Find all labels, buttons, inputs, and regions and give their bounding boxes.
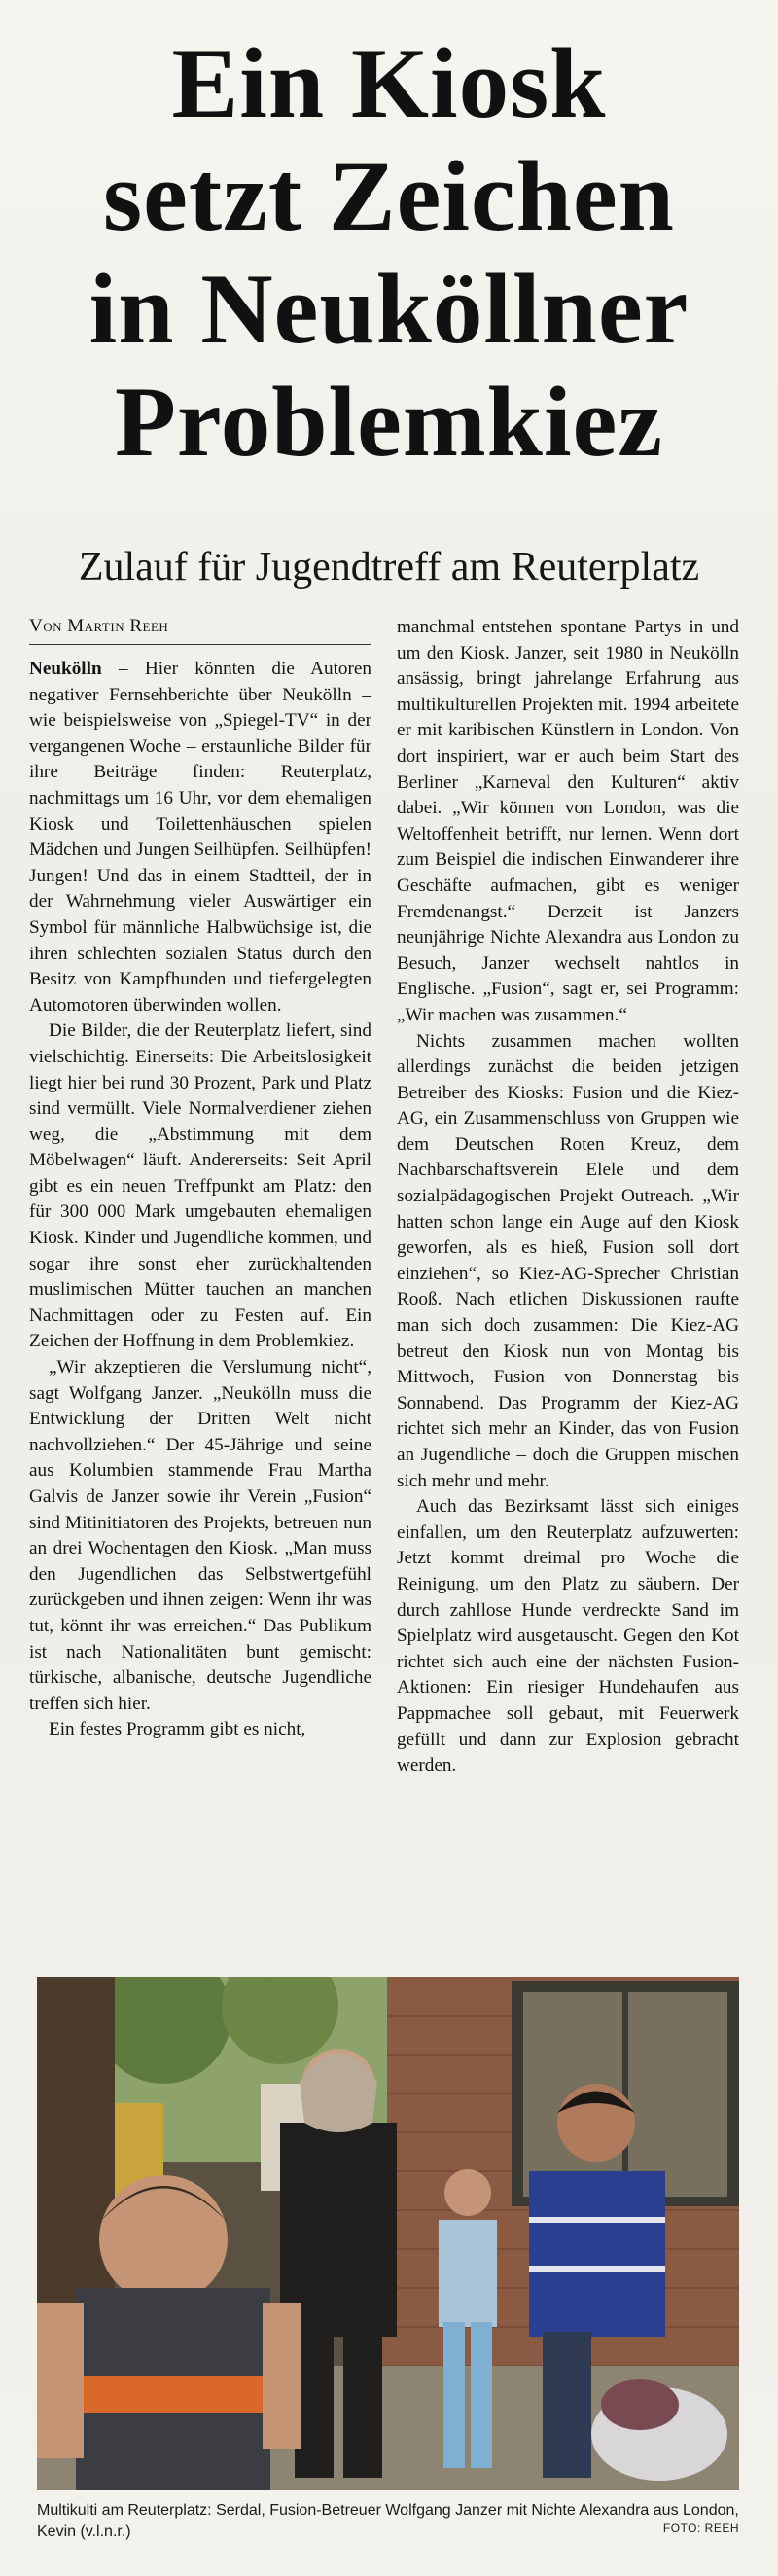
article-photo [37,1977,739,2490]
subheadline: Zulauf für Jugendtreff am Reuterplatz [78,545,700,590]
headline-line: Ein Kiosk [171,28,607,139]
paragraph: „Wir akzeptieren die Verslumung nicht“, sagt Wolfgang Janzer. „Neukölln muss die Entwicklung der Dritten Welt nicht nachvollziehen.“ Der 45-Jährige und seine aus Kolumbien stammende Frau Martha Galvis de Janzer sowie ihr Verein „Fusion“ sind Mitinitiatoren des Projekts, betreuen nun an drei Wochentagen den Kiosk. „Man muss den Jugendlichen das Selbstwertgefühl zurückgeben und ihnen zeigen: Wenn ihr was tut, könnt ihr was erreichen.“ Das Publikum ist nach Nationalitäten bunt gemischt: türkische, albanische, deutsche Jugendliche treffen sich hier. [29,1357,371,1714]
headline-line: in Neuköllner [88,254,690,365]
photo-illustration [37,1977,739,2490]
left-column [29,615,371,1743]
paragraph: Nichts zusammen machen wollten allerdings zunächst die beiden jetzigen Betreiber des Kiosks: Fusion und die Kiez-AG, ein Zusammenschluss von Gruppen wie dem Deutschen Roten Kreuz, dem Nachbarschaftsverein Elele und dem sozialpädagogischen Projekt Outreach. „Wir hatten schon lange ein Auge auf den Kiosk geworfen, als es hieß, Fusion soll dort einziehen“, so Kiez-AG-Sprecher Christian Rooß. Nach etlichen Diskussionen raufte man sich doch zusammen: Die Kiez-AG betreut den Kiosk nun von Montag bis Mittwoch, Fusion von Donnerstag bis Sonnabend. Das Programm der Kiez-AG richtet sich mehr an Kinder, das von Fusion an Jugendliche – doch die Gruppen mischen sich mehr und mehr. [397,1030,739,1491]
headline-line: setzt Zeichen [103,141,675,252]
headline-line: Problemkiez [114,367,664,478]
photo-credit: FOTO: REEH [662,2522,739,2535]
paragraph: manchmal entstehen spontane Partys in und um den Kiosk. Janzer, seit 1980 in Neukölln ansässig, bringt jahrelange Erfahrung aus multikulturellen Projekten mit. 1994 arbeitete er mit karibischen Künstlern in London. Von dort inspiriert, war er auch beim Start des Berliner „Karneval den Kulturen“ aktiv dabei. „Wir können von London, was die Weltoffenheit betrifft, nur lernen. Wenn dort zum Beispiel die indischen Einwanderer ihre Geschäfte aufmachen, gibt es weniger Fremdenangst.“ Derzeit ist Janzers neunjährige Nichte Alexandra aus London zu Besuch, Janzer wechselt nahtlos in Englische. „Fusion“, sagt er, sei Programm: „Wir machen was zusammen.“ [397,617,739,1025]
paragraph: Die Bilder, die der Reuterplatz liefert, sind vielschichtig. Einerseits: Die Arbeitslosigkeit liegt hier bei rund 30 Prozent, Park und Platz sind vermüllt. Viele Normalverdiener ziehen weg, die „Abstimmung mit dem Möbelwagen“ läuft. Andererseits: Seit April gibt es ein neuen Treffpunkt am Platz: den für 300 000 Mark umgebauten ehemaligen Kiosk. Kinder und Jugendliche kommen, und sogar ihre sonst eher zurückhaltenden muslimischen Mütter tauchen an manchen Nachmittagen oder zu Festen auf. Ein Zeichen der Hoffnung in dem Problemkiez. [29,1020,371,1352]
headline [19,27,759,479]
photo-caption: Multikulti am Reuterplatz: Serdal, Fusion-Betreuer Wolfgang Janzer mit Nichte Alexandra aus London, Kevin (v.l.n.r.) [37,2502,739,2540]
right-column [397,615,739,1779]
paragraph-text: – Hier könnten die Autoren negativer Fernsehberichte über Neukölln – wie beispielsweise von „Spiegel-TV“ in der vergangenen Woche – erstaunliche Bilder für ihre Beiträge finden: Reuterplatz, nachmittags um 16 Uhr, vor dem ehemaligen Kiosk und Toilettenhäuschen spielen Mädchen und Jungen Seilhüpfen. Seilhüpfen! Jungen! Und das in einem Stadtteil, der in der Wahrnehmung vieler Auswärtiger ein Symbol für männliche Halbwüchsige ist, die ihren schlechten sozialen Status durch den Besitz von Kampfhunden und tiefergelegten Automotoren überwinden wollen. [29,659,371,1016]
byline: Von Martin Reeh [29,615,371,645]
article-body [29,615,749,1957]
paragraph: Ein festes Programm gibt es nicht, [49,1719,306,1740]
dateline: Neukölln [29,659,102,679]
paragraph: Auch das Bezirksamt lässt sich einiges einfallen, um den Reuterplatz aufzuwerten: Jetzt kommt dreimal pro Woche die Reinigung, um den Platz zu säubern. Der durch zahllose Hunde verdreckte Sand im Spielplatz wird ausgetauscht. Gegen den Kot richtet sich auch eine der nächsten Fusion-Aktionen: Ein riesiger Hundehaufen aus Pappmachee soll gebaut, mit Feuerwerk gefüllt und dann zur Explosion gebracht werden. [397,1496,739,1776]
paragraph [29,657,371,1019]
